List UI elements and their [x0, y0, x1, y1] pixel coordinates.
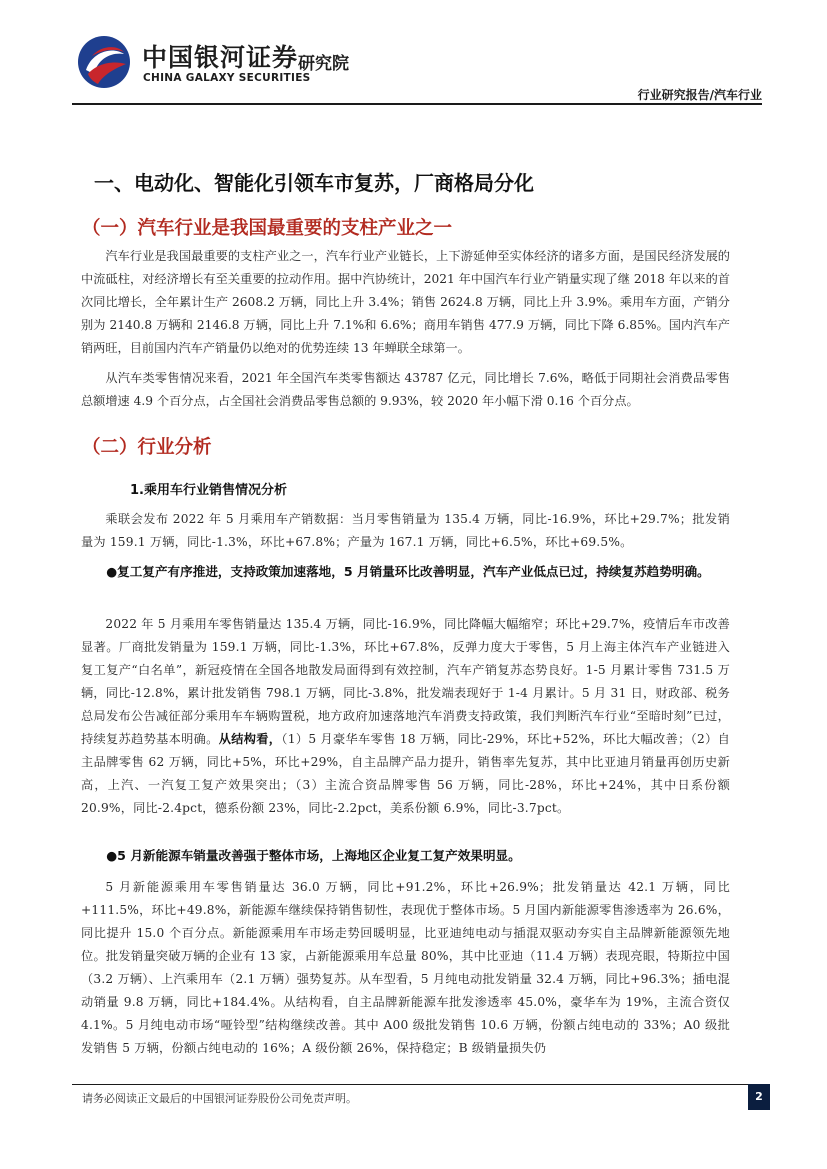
key-point-bullet: ●5 月新能源车销量改善强于整体市场，上海地区企业复工复产效果明显。 — [106, 848, 521, 863]
subsection-title-1: （一）汽车行业是我国最重要的支柱产业之一 — [82, 218, 453, 239]
header-divider — [72, 103, 762, 105]
page-header — [72, 30, 762, 102]
paragraph: 5 月新能源乘用车零售销量达 36.0 万辆，同比+91.2%，环比+26.9%；批发销量达 42.1 万辆，同比+111.5%，环比+49.8%，新能源车继续保持销售韧性，表现优于整体市场。5 月国内新能源零售渗透率为 26.6%，同比提升 15.0 个百分点。新能源乘用车市场走势回暖明显，比亚迪纯电动与插混双驱动夯实自主品牌新能源领先地位。批发销量突破万辆的企业有 13 家，占新能源乘用车总量 80%，其中比亚迪（11.4 万辆）表现亮眼，特斯拉中国（3.2 万辆）、上汽乘用车（2.1 万辆）强势复苏。从车型看，5 月纯电动批发销量 32.4 万辆，同比+96.3%；插电混动销量 9.8 万辆，同比+184.4%。从结构看，自主品牌新能源车批发渗透率 45.0%，豪华车为 19%，主流合资仅 4.1%。5 月纯电动市场“哑铃型”结构继续改善。其中 A00 级批发销售 10.6 万辆，份额占纯电动的 33%；A0 级批发销售 5 万辆，份额占纯电动的 16%；A 级份额 26%，保持稳定；B 级销量损失仍 — [81, 880, 730, 1055]
section-title: 一、电动化、智能化引领车市复苏，厂商格局分化 — [94, 171, 534, 195]
subsection-title-2: （二）行业分析 — [82, 437, 212, 458]
report-type-label: 行业研究报告/汽车行业 — [637, 88, 762, 102]
paragraph: 汽车行业是我国最重要的支柱产业之一，汽车行业产业链长，上下游延伸至实体经济的诸多方面，是国民经济发展的中流砥柱，对经济增长有至关重要的拉动作用。据中汽协统计，2021 年中国汽车行业产销量实现了继 2018 年以来的首次同比增长，全年累计生产 2608.2 万辆，同比上升 3.4%；销售 2624.8 万辆，同比上升 3.9%。乘用车方面，产销分别为 2140.8 万辆和 2146.8 万辆，同比上升 7.1%和 6.6%；商用车销售 477.9 万辆，同比下降 6.85%。国内汽车产销两旺，目前国内汽车产销量仍以绝对的优势连续 13 年蝉联全球第一。 — [81, 249, 730, 355]
sub-subsection-title: 1.乘用车行业销售情况分析 — [130, 483, 287, 498]
paragraph: 乘联会发布 2022 年 5 月乘用车产销数据：当月零售销量为 135.4 万辆，同比-16.9%，环比+29.7%；批发销量为 159.1 万辆，同比-1.3%，环比+67.8%；产量为 167.1 万辆，同比+6.5%，环比+69.5%。 — [81, 512, 730, 549]
paragraph — [81, 613, 730, 820]
paragraph-text: （1）5 月豪华车零售 18 万辆，同比-29%，环比+52%，环比大幅改善；（2）自主品牌零售 62 万辆，同比+5%，环比+29%，自主品牌产品力提升，销售率先复苏，其中比亚迪月销量再创历史新高，上汽、一汽复工复产效果突出；（3）主流合资品牌零售 56 万辆，同比-28%，环比+24%，其中日系份额 20.9%，同比-2.4pct，德系份额 23%，同比-2.2pct，美系份额 6.9%，同比-3.7pct。 — [81, 732, 730, 815]
emphasis-text: 从结构看， — [218, 732, 282, 746]
brand-institute: 研究院 — [298, 54, 349, 74]
brand-name-en: CHINA GALAXY SECURITIES — [143, 72, 311, 84]
footer-disclaimer: 请务必阅读正文最后的中国银河证券股份公司免责声明。 — [82, 1092, 357, 1105]
key-point-bullet: ●复工复产有序推进，支持政策加速落地，5 月销量环比改善明显，汽车产业低点已过，持续复苏趋势明确。 — [106, 564, 710, 579]
galaxy-logo-icon — [76, 34, 132, 90]
page-number: 2 — [748, 1084, 770, 1110]
paragraph: 从汽车类零售情况来看，2021 年全国汽车类零售额达 43787 亿元，同比增长 7.6%，略低于同期社会消费品零售总额增速 4.9 个百分点，占全国社会消费品零售总额的 9.93%，较 2020 年小幅下滑 0.16 个百分点。 — [81, 371, 730, 408]
paragraph-text: 2022 年 5 月乘用车零售销量达 135.4 万辆，同比-16.9%，同比降幅大幅缩窄；环比+29.7%，疫情后车市改善显著。厂商批发销量为 159.1 万辆，同比-1.3%，环比+67.8%，反弹力度大于零售，5 月上海主体汽车产业链进入复工复产“白名单”，新冠疫情在全国各地散发局面得到有效控制，汽车产销复苏态势良好。1-5 月累计零售 731.5 万辆，同比-12.8%，累计批发销售 798.1 万辆，同比-3.8%，批发端表现好于 1-4 月累计。5 月 31 日，财政部、税务总局发布公告减征部分乘用车车辆购置税，地方政府加速落地汽车消费支持政策，我们判断汽车行业“至暗时刻”已过，持续复苏趋势基本明确。 — [81, 617, 730, 746]
brand-name-cn: 中国银河证券 — [142, 43, 299, 72]
footer-divider — [72, 1084, 762, 1085]
